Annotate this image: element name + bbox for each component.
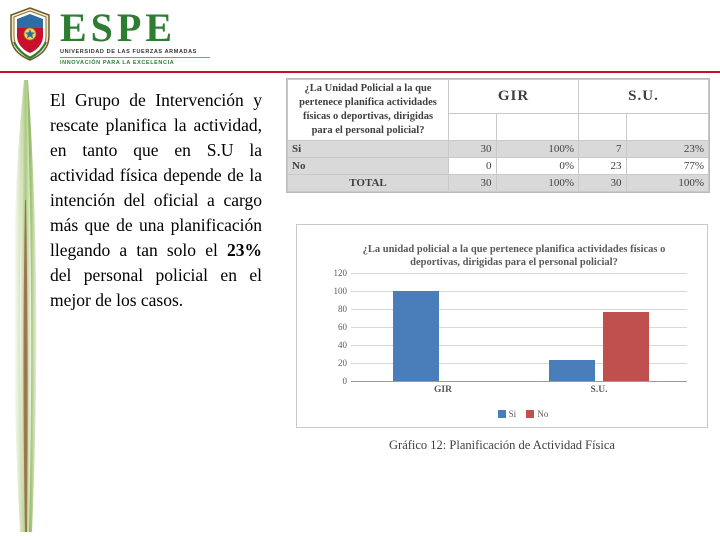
x-tick-label-su: S.U. bbox=[590, 385, 608, 395]
y-tick-label: 0 bbox=[342, 376, 347, 386]
table-row bbox=[288, 141, 709, 158]
y-tick-label: 40 bbox=[338, 340, 347, 350]
bar-su-si bbox=[549, 360, 595, 381]
bar-gir-si bbox=[393, 291, 439, 381]
page-header bbox=[0, 0, 720, 72]
espe-subtitle-2: INNOVACIÓN PARA LA EXCELENCIA bbox=[60, 60, 175, 66]
bar-su-no bbox=[603, 312, 649, 381]
table-total-gir-p: 100% bbox=[496, 175, 578, 192]
y-tick-label: 80 bbox=[338, 304, 347, 314]
table-cell-no-gir-n: 0 bbox=[449, 158, 497, 175]
table-spacer-cell-3 bbox=[578, 114, 626, 141]
legend-swatch-no bbox=[526, 410, 534, 418]
table-cell-no-su-p: 77% bbox=[626, 158, 708, 175]
legend-label-no: No bbox=[537, 409, 549, 419]
chart-title: ¿La unidad policial a la que pertenece planifica actividades físicas o deportivas, dirigidas para el personal policial? bbox=[362, 244, 666, 268]
table-total-row bbox=[288, 175, 709, 192]
figure-caption: Gráfico 12: Planificación de Actividad Física bbox=[389, 438, 615, 452]
table-group-header-su: S.U. bbox=[578, 80, 708, 114]
table-header-row bbox=[288, 80, 709, 114]
x-axis-line bbox=[351, 381, 687, 382]
header-divider bbox=[0, 71, 720, 73]
y-tick-label: 20 bbox=[338, 358, 347, 368]
x-tick-label-gir: GIR bbox=[434, 385, 452, 395]
chart-plot-area bbox=[333, 268, 687, 419]
frequency-table bbox=[286, 78, 710, 193]
table-total-su-p: 100% bbox=[626, 175, 708, 192]
table-cell-si-su-n: 7 bbox=[578, 141, 626, 158]
bar-chart bbox=[296, 224, 708, 428]
table-total-su-n: 30 bbox=[578, 175, 626, 192]
table-spacer-cell-4 bbox=[626, 114, 708, 141]
legend-swatch-si bbox=[498, 410, 506, 418]
espe-subtitle-1: UNIVERSIDAD DE LAS FUERZAS ARMADAS bbox=[60, 49, 197, 55]
table-group-header-gir: GIR bbox=[449, 80, 579, 114]
table-cell-no-su-n: 23 bbox=[578, 158, 626, 175]
table-cell-no-gir-p: 0% bbox=[496, 158, 578, 175]
body-text-part-1: El Grupo de Intervención y rescate planifica la actividad, en tanto que en S.U la actividad física depende de la intención del oficial a cargo más que de una planificación llegando a tan solo el bbox=[50, 90, 262, 260]
table-question-cell: ¿La Unidad Policial a la que pertenece planifica actividades físicas o deportivas, dirigidas para el personal policial? bbox=[288, 80, 449, 141]
table-cell-si-su-p: 23% bbox=[626, 141, 708, 158]
table-spacer-cell-2 bbox=[496, 114, 578, 141]
gridline-120 bbox=[351, 273, 687, 274]
decorative-plume-graphic bbox=[6, 80, 46, 532]
espe-logo bbox=[60, 5, 210, 66]
chart-legend bbox=[351, 409, 687, 419]
table-row bbox=[288, 158, 709, 175]
espe-wordmark: ESPE bbox=[60, 5, 177, 50]
table-spacer-cell-1 bbox=[449, 114, 497, 141]
y-tick-label: 60 bbox=[338, 322, 347, 332]
university-crest-icon bbox=[8, 6, 52, 62]
body-text-highlight: 23% bbox=[227, 240, 262, 260]
y-tick-label: 120 bbox=[333, 268, 347, 278]
table-cell-si-gir-p: 100% bbox=[496, 141, 578, 158]
legend-label-si: Si bbox=[508, 409, 517, 419]
body-paragraph bbox=[50, 88, 262, 313]
table-row-label-si: Si bbox=[288, 141, 449, 158]
y-tick-label: 100 bbox=[333, 286, 347, 296]
table-total-gir-n: 30 bbox=[449, 175, 497, 192]
body-text-part-2: del personal policial en el mejor de los casos. bbox=[50, 265, 262, 310]
table-row-label-no: No bbox=[288, 158, 449, 175]
table-total-label: TOTAL bbox=[288, 175, 449, 192]
espe-divider bbox=[60, 57, 210, 58]
table-cell-si-gir-n: 30 bbox=[449, 141, 497, 158]
